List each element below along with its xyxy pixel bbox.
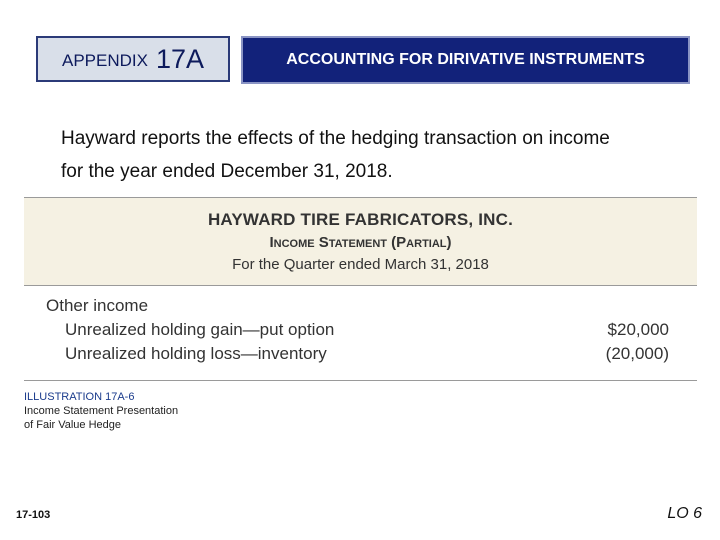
page-number: 17-103: [16, 509, 51, 521]
statement-title: Income Statement (Partial): [269, 234, 452, 251]
appendix-label: APPENDIX: [61, 51, 148, 70]
learning-objective: LO 6: [667, 505, 702, 522]
appendix-number: 17A: [155, 43, 205, 74]
illustration-label: ILLUSTRATION 17A-6: [24, 391, 135, 403]
row-amount-loss: (20,000): [605, 344, 669, 363]
intro-line-2: for the year ended December 31, 2018.: [61, 161, 393, 182]
illustration-caption-line-2: of Fair Value Hedge: [24, 419, 122, 431]
intro-line-1: Hayward reports the effects of the hedging transaction on income: [61, 128, 610, 149]
statement-period: For the Quarter ended March 31, 2018: [232, 256, 489, 273]
intro-text: [61, 122, 701, 188]
slide-title: ACCOUNTING FOR DIRIVATIVE INSTRUMENTS: [241, 36, 690, 84]
illustration-caption-line-1: Income Statement Presentation: [24, 405, 179, 417]
appendix-badge: [36, 36, 230, 82]
row-label-gain: Unrealized holding gain—put option: [65, 320, 335, 339]
illustration-caption: [24, 390, 264, 432]
company-name: HAYWARD TIRE FABRICATORS, INC.: [207, 210, 514, 229]
statement-body: [24, 285, 697, 381]
row-amount-gain: $20,000: [607, 320, 669, 339]
statement-header: [24, 197, 697, 285]
row-label-loss: Unrealized holding loss—inventory: [65, 344, 327, 363]
section-label: Other income: [46, 296, 149, 315]
